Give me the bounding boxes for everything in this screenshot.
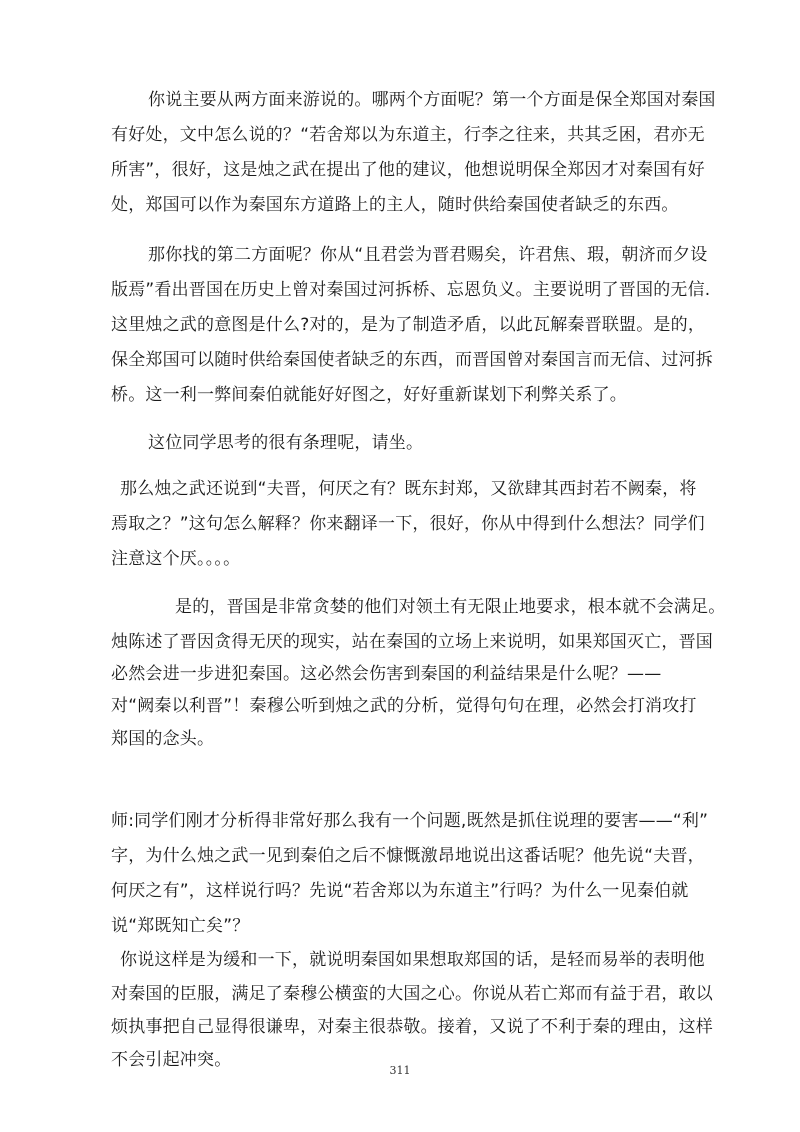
paragraph-line: 处，郑国可以作为秦国东方道路上的主人，随时供给秦国使者缺乏的东西。 — [111, 195, 679, 215]
paragraph-line: 你说主要从两方面来游说的。哪两个方面呢？第一个方面是保全郑国对秦国 — [148, 90, 716, 110]
paragraph-line: 是的，晋国是非常贪婪的他们对领土有无限止地要求，根本就不会满足。 — [175, 597, 726, 617]
paragraph-line: 桥。这一利一弊间秦伯就能好好图之，好好重新谋划下利弊关系了。 — [111, 385, 627, 405]
page-number: 311 — [389, 1064, 411, 1077]
paragraph-line: 那你找的第二方面呢？你从“且君尝为晋君赐矣，许君焦、瑕，朝济而夕设 — [148, 245, 708, 265]
paragraph-line: 对“阙秦以利晋”！秦穆公听到烛之武的分析，觉得句句在理，必然会打消攻打 — [111, 696, 697, 716]
paragraph-line: 烛陈述了晋因贪得无厌的现实，站在秦国的立场上来说明，如果郑国灭亡，晋国 — [111, 632, 713, 652]
paragraph-line: 必然会进一步进犯秦国。这必然会伤害到秦国的利益结果是什么呢？—— — [111, 664, 662, 684]
paragraph-line: 有好处，文中怎么说的？“若舍郑以为东道主，行李之往来，共其乏困，君亦无 — [111, 125, 705, 145]
paragraph-line: 你说这样是为缓和一下，就说明秦国如果想取郑国的话，是轻而易举的表明他 — [120, 950, 705, 970]
paragraph-line: 所害”，很好，这是烛之武在提出了他的建议，他想说明保全郑因才对秦国有好 — [111, 160, 705, 180]
paragraph-line: 那么烛之武还说到“夫晋，何厌之有？既东封郑，又欲肆其西封若不阙秦，将 — [120, 479, 697, 499]
paragraph-line: 焉取之？”这句怎么解释？你来翻译一下，很好，你从中得到什么想法？同学们 — [111, 514, 705, 534]
paragraph-line: 这位同学思考的很有条理呢，请坐。 — [148, 433, 424, 453]
paragraph-line: 注意这个厌。。。。 — [111, 549, 241, 569]
paragraph-line: 说“郑既知亡矣”？ — [111, 916, 250, 936]
paragraph-line: 何厌之有”，这样说行吗？先说“若舍郑以为东道主”行吗？为什么一见秦伯就 — [111, 881, 689, 901]
paragraph-line: 烦执事把自己显得很谦卑，对秦主很恭敬。接着，又说了不利于秦的理由，这样 — [111, 1017, 713, 1037]
paragraph-line: 版焉”看出晋国在历史上曾对秦国过河拆桥、忘恩负义。主要说明了晋国的无信. — [111, 280, 711, 300]
paragraph-line: 郑国的念头。 — [111, 729, 215, 749]
paragraph-line: 字，为什么烛之武一见到秦伯之后不慷慨激昂地说出这番话呢？他先说“夫晋， — [111, 846, 705, 866]
paragraph-line: 保全郑国可以随时供给秦国使者缺乏的东西，而晋国曾对秦国言而无信、过河拆 — [111, 350, 713, 370]
paragraph-line: 不会引起冲突。 — [111, 1050, 232, 1070]
paragraph-line: 这里烛之武的意图是什么?对的，是为了制造矛盾，以此瓦解秦晋联盟。是的， — [111, 315, 706, 335]
paragraph-line: 对秦国的臣服，满足了秦穆公横蛮的大国之心。你说从若亡郑而有益于君，敢以 — [111, 984, 713, 1004]
paragraph-line: 师:同学们刚才分析得非常好那么我有一个问题,既然是抓住说理的要害——“利” — [111, 811, 709, 831]
